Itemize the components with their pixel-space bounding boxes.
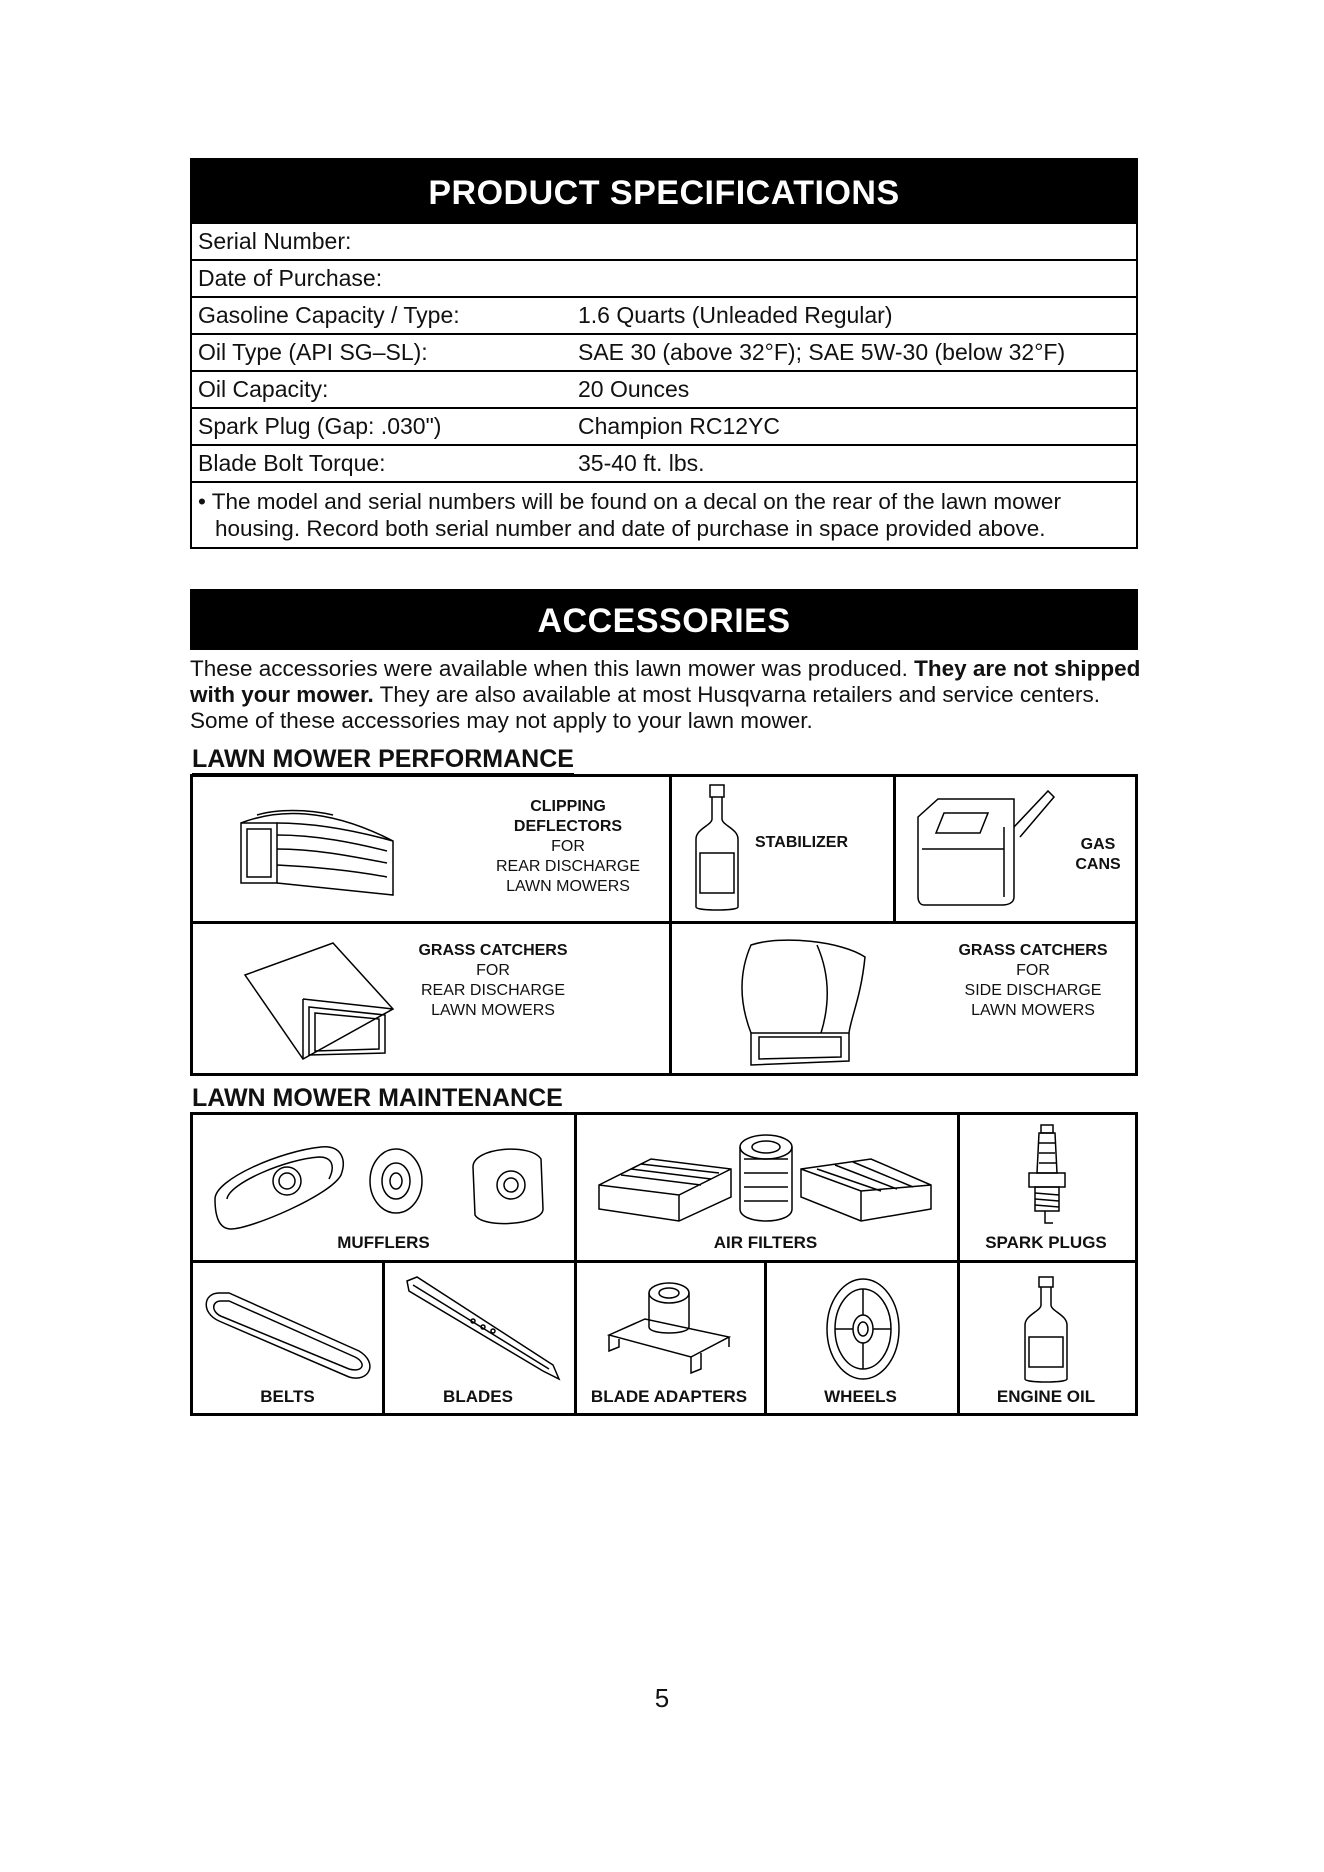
intro-text: These accessories were available when this lawn mower was produced. [190,656,915,681]
grid-divider [669,777,672,1073]
accessories-intro [190,656,1150,734]
spec-note-line2: housing. Record both serial number and date of purchase in space provided above. [215,516,1046,541]
spec-label: Blade Bolt Torque: [198,450,386,476]
air-filters-label: AIR FILTERS [713,1233,818,1252]
maintenance-heading: LAWN MOWER MAINTENANCE [192,1084,563,1112]
spec-row-gasoline [192,296,1136,333]
spec-label: Gasoline Capacity / Type: [198,302,460,328]
page-number: 5 [654,1683,670,1713]
spec-label: Date of Purchase: [198,265,383,291]
spec-value: 1.6 Quarts (Unleaded Regular) [578,302,893,328]
air-filters-icon [591,1129,941,1233]
grid-divider [893,777,896,921]
spec-row-oil-capacity [192,370,1136,407]
spec-label: Oil Capacity: [198,376,329,402]
side-catchers-label: GRASS CATCHERS FOR SIDE DISCHARGE LAWN MOWERS [958,942,1108,1019]
blades-icon [403,1275,563,1383]
spec-value: SAE 30 (above 32°F); SAE 5W-30 (below 32°F) [578,339,1066,365]
spec-label: Oil Type (API SG–SL): [198,339,428,365]
specifications-title: PRODUCT SPECIFICATIONS [192,160,1136,222]
gas-cans-label: GAS CANS [1075,836,1121,873]
spec-note [192,481,1136,547]
performance-grid [190,774,1138,1076]
side-grass-catcher-icon [721,937,871,1069]
specifications-table [190,158,1138,549]
blade-adapters-label: BLADE ADAPTERS [590,1387,748,1406]
blades-label: BLADES [443,1387,513,1406]
spec-value: 35-40 ft. lbs. [578,450,705,476]
grid-divider [193,1260,1135,1263]
accessories-title: ACCESSORIES [190,589,1138,650]
spec-label: Spark Plug (Gap: .030") [198,413,442,439]
intro-bold-text: They are not shipped with your mower. [190,656,1141,707]
clipping-deflector-icon [237,805,397,901]
mufflers-label: MUFFLERS [337,1233,430,1252]
wheel-icon [823,1275,903,1383]
grid-divider [957,1115,960,1413]
intro-text: They are also available at most Husqvarna retailers and service centers. Some of these accessories may not apply to your lawn mower. [190,682,1100,733]
gas-can-icon [908,787,1058,913]
spec-row-blade-torque [192,444,1136,481]
rear-catchers-label: GRASS CATCHERS FOR REAR DISCHARGE LAWN MOWERS [418,942,568,1019]
clipping-deflectors-label: CLIPPING DEFLECTORS FOR REAR DISCHARGE LAWN MOWERS [495,798,641,895]
spec-row-spark-plug [192,407,1136,444]
stabilizer-label: STABILIZER [755,834,849,851]
grid-divider [574,1115,577,1413]
spec-label: Serial Number: [198,228,352,254]
spec-value [578,261,1136,296]
spec-row-date [192,259,1136,296]
mufflers-icon [211,1129,556,1237]
engine-oil-label: ENGINE OIL [996,1387,1096,1406]
grid-divider [193,921,1135,924]
stabilizer-bottle-icon [688,783,748,915]
blade-adapter-icon [605,1277,735,1377]
spec-value [578,224,1136,259]
spec-value: Champion RC12YC [578,413,780,439]
belts-icon [199,1273,379,1383]
spec-note-line1: • The model and serial numbers will be found on a decal on the rear of the lawn mower [198,489,1061,514]
spec-row-serial [192,222,1136,259]
belts-label: BELTS [260,1387,315,1406]
engine-oil-bottle-icon [1019,1275,1075,1385]
rear-grass-catcher-icon [243,935,403,1065]
maintenance-grid [190,1112,1138,1416]
wheels-label: WHEELS [824,1387,897,1406]
performance-heading: LAWN MOWER PERFORMANCE [192,745,574,773]
spec-value: 20 Ounces [578,376,690,402]
spark-plugs-label: SPARK PLUGS [985,1233,1107,1252]
spark-plug-icon [1023,1123,1071,1235]
spec-row-oil-type [192,333,1136,370]
